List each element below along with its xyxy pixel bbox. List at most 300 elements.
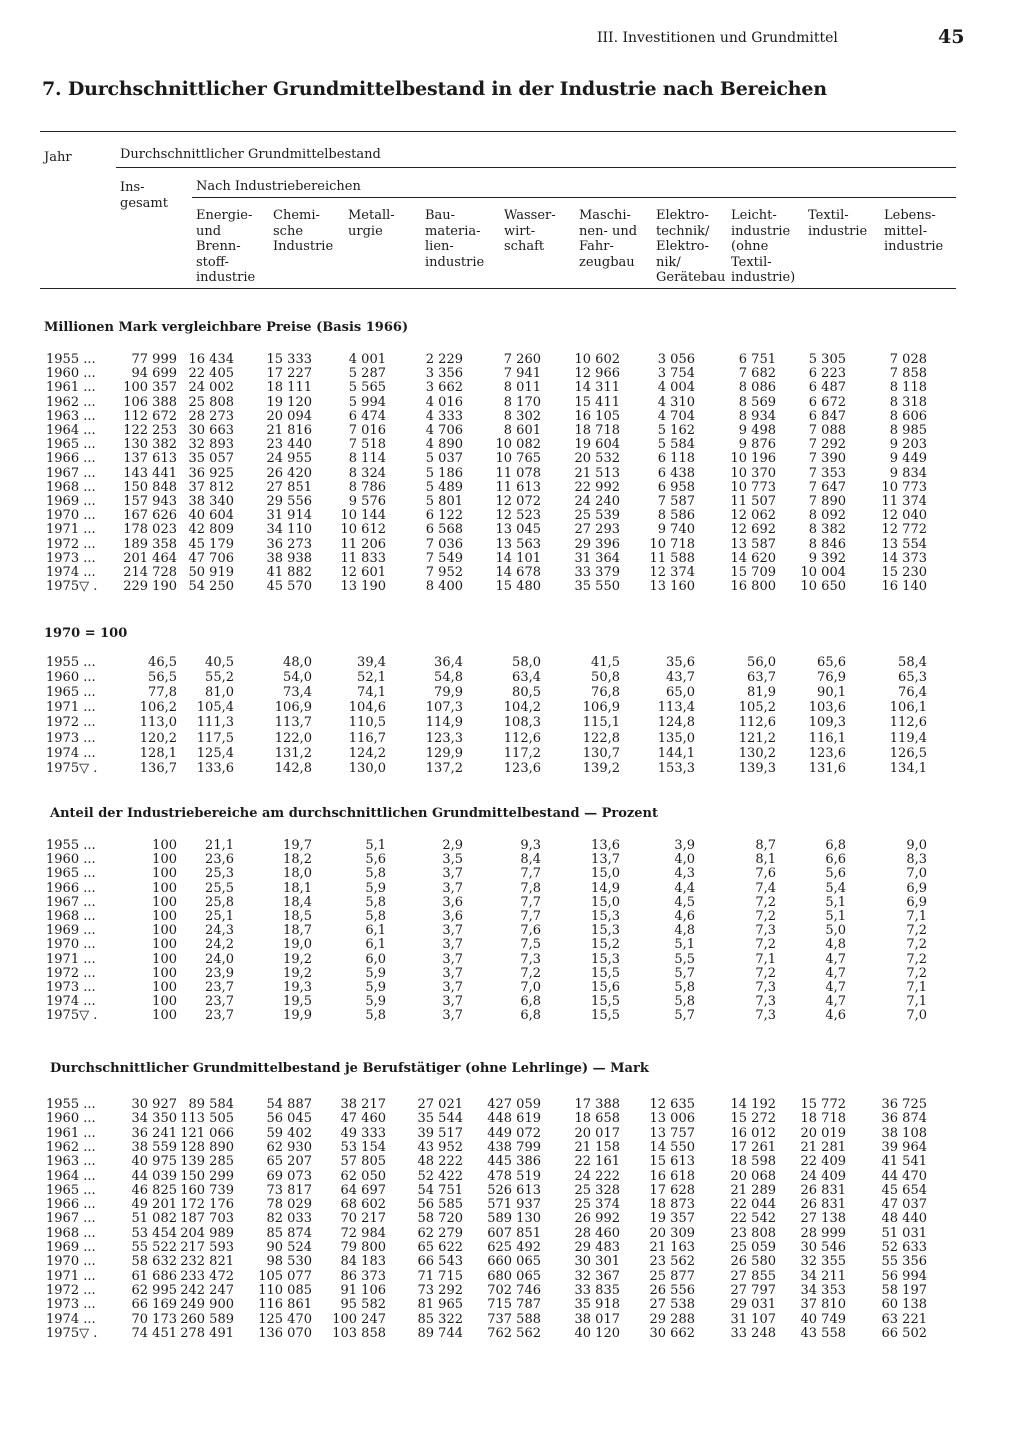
table-row (0, 839, 1024, 853)
value-cell: 43,7 (666, 670, 695, 686)
value-cell: 114,9 (425, 715, 463, 731)
value-cell: 10 004 (800, 565, 846, 580)
table-row (0, 924, 1024, 938)
value-cell: 58,0 (512, 655, 541, 670)
value-cell: 29 396 (574, 536, 620, 552)
total-column-header: Ins- gesamt (120, 180, 168, 211)
value-cell: 13,6 (591, 838, 620, 853)
total-cell: 53 454 (131, 1225, 177, 1241)
value-cell: 6,1 (365, 937, 386, 953)
value-cell: 47 460 (340, 1111, 386, 1127)
value-cell: 7 952 (425, 565, 463, 580)
total-cell: 100 (152, 909, 177, 924)
value-cell: 30 546 (800, 1240, 846, 1255)
value-cell: 13 045 (495, 522, 541, 538)
value-cell: 45 179 (188, 536, 234, 552)
value-cell: 18 658 (574, 1111, 620, 1127)
value-cell: 4 333 (425, 408, 463, 424)
total-cell: 100 (152, 951, 177, 967)
value-cell: 116,7 (348, 730, 386, 746)
value-cell: 8,1 (755, 852, 776, 868)
value-cell: 58,4 (898, 655, 927, 670)
value-cell: 14 311 (574, 380, 620, 396)
value-cell: 84 183 (340, 1254, 386, 1270)
value-cell: 10 773 (881, 479, 927, 495)
value-cell: 13 563 (495, 536, 541, 552)
value-cell: 5,9 (365, 880, 386, 896)
value-cell: 36 874 (881, 1111, 927, 1127)
value-cell: 260 589 (180, 1311, 234, 1327)
value-cell: 13 587 (730, 536, 776, 552)
value-cell: 9 203 (889, 437, 927, 453)
value-cell: 4,8 (674, 923, 695, 939)
value-cell: 82 033 (266, 1211, 312, 1227)
value-cell: 38 108 (881, 1125, 927, 1141)
value-cell: 5 994 (348, 394, 386, 410)
table-row (0, 1270, 1024, 1284)
running-header: III. Investitionen und Grundmittel (597, 30, 838, 46)
value-cell: 63,7 (747, 670, 776, 686)
value-cell: 133,6 (196, 760, 234, 776)
value-cell: 427 059 (487, 1097, 541, 1112)
table-row (0, 1112, 1024, 1126)
value-cell: 9 576 (348, 494, 386, 509)
table-row (0, 410, 1024, 424)
value-cell: 5,8 (365, 909, 386, 924)
value-cell: 33 248 (730, 1325, 776, 1341)
table-row (0, 953, 1024, 967)
total-cell: 112 672 (123, 408, 177, 424)
value-cell: 47 706 (188, 550, 234, 566)
value-cell: 76,9 (817, 670, 846, 686)
row-year: 1964 ... (46, 423, 96, 438)
value-cell: 15,5 (591, 965, 620, 981)
value-cell: 12 072 (495, 494, 541, 509)
value-cell: 160 739 (180, 1182, 234, 1198)
value-cell: 124,2 (348, 745, 386, 761)
value-cell: 6 751 (738, 352, 776, 367)
value-cell: 5 489 (425, 479, 463, 495)
value-cell: 20 532 (574, 451, 620, 467)
row-year: 1965 ... (46, 685, 96, 701)
table-row (0, 995, 1024, 1009)
value-cell: 7 587 (657, 494, 695, 509)
value-cell: 31 914 (266, 508, 312, 524)
value-cell: 23,7 (205, 1008, 234, 1024)
value-cell: 111,3 (196, 715, 234, 731)
value-cell: 3,7 (442, 923, 463, 939)
value-cell: 106,9 (582, 700, 620, 716)
value-cell: 7 353 (808, 465, 846, 481)
value-cell: 38 017 (574, 1311, 620, 1327)
value-cell: 41,5 (591, 655, 620, 670)
value-cell: 85 322 (417, 1311, 463, 1327)
value-cell: 571 937 (487, 1197, 541, 1213)
row-year: 1962 ... (46, 394, 96, 410)
value-cell: 62 050 (340, 1168, 386, 1184)
table-row (0, 981, 1024, 995)
value-cell: 22 409 (800, 1154, 846, 1170)
value-cell: 48 222 (417, 1154, 463, 1170)
value-cell: 7 088 (808, 423, 846, 438)
total-cell: 34 350 (131, 1111, 177, 1127)
value-cell: 62 930 (266, 1139, 312, 1155)
value-cell: 8,3 (906, 852, 927, 868)
value-cell: 5,6 (825, 866, 846, 882)
total-cell: 150 848 (123, 479, 177, 495)
value-cell: 36 925 (188, 465, 234, 481)
value-cell: 18 873 (649, 1197, 695, 1213)
value-cell: 7 518 (348, 437, 386, 453)
row-year: 1971 ... (46, 522, 96, 538)
value-cell: 5,9 (365, 994, 386, 1010)
row-year: 1964 ... (46, 1168, 96, 1184)
value-cell: 16 012 (730, 1125, 776, 1141)
table-row (0, 716, 1024, 730)
value-cell: 5,1 (365, 838, 386, 853)
value-cell: 22 161 (574, 1154, 620, 1170)
value-cell: 18,4 (283, 894, 312, 910)
value-cell: 15,6 (591, 980, 620, 995)
total-cell: 128,1 (139, 745, 177, 761)
value-cell: 24,0 (205, 951, 234, 967)
value-cell: 65,0 (666, 685, 695, 701)
row-year: 1969 ... (46, 494, 96, 509)
total-cell: 136,7 (139, 760, 177, 776)
stub-label: Jahr (44, 150, 72, 165)
total-cell: 100 (152, 923, 177, 939)
table-row (0, 1155, 1024, 1169)
table-row (0, 467, 1024, 481)
value-cell: 27 797 (730, 1282, 776, 1298)
row-year: 1961 ... (46, 1125, 96, 1141)
value-cell: 3,7 (442, 980, 463, 995)
value-cell: 112,6 (889, 715, 927, 731)
value-cell: 139,3 (738, 760, 776, 776)
value-cell: 48 440 (881, 1211, 927, 1227)
value-cell: 23 440 (266, 437, 312, 453)
value-cell: 25 808 (188, 394, 234, 410)
value-cell: 7,2 (755, 965, 776, 981)
value-cell: 17 261 (730, 1139, 776, 1155)
value-cell: 106,9 (274, 700, 312, 716)
value-cell: 448 619 (487, 1111, 541, 1127)
value-cell: 6 122 (425, 508, 463, 524)
row-year: 1972 ... (46, 536, 96, 552)
value-cell: 21,1 (205, 838, 234, 853)
value-cell: 3 754 (657, 366, 695, 382)
row-year: 1963 ... (46, 1154, 96, 1170)
value-cell: 10 773 (730, 479, 776, 495)
value-cell: 13 160 (649, 579, 695, 595)
total-cell: 178 023 (123, 522, 177, 538)
column-header: Leicht- industrie (ohne Textil- industrie) (731, 208, 796, 285)
value-cell: 73 817 (266, 1182, 312, 1198)
value-cell: 4,3 (674, 866, 695, 882)
value-cell: 123,6 (503, 760, 541, 776)
total-cell: 189 358 (123, 536, 177, 552)
value-cell: 19,7 (283, 838, 312, 853)
value-cell: 25,3 (205, 866, 234, 882)
value-cell: 23,7 (205, 980, 234, 995)
value-cell: 13 554 (881, 536, 927, 552)
value-cell: 27 021 (417, 1097, 463, 1112)
value-cell: 108,3 (503, 715, 541, 731)
value-cell: 7,0 (906, 1008, 927, 1024)
value-cell: 113 505 (180, 1111, 234, 1127)
total-cell: 46 825 (131, 1182, 177, 1198)
value-cell: 3,6 (442, 909, 463, 924)
value-cell: 54 751 (417, 1182, 463, 1198)
value-cell: 217 593 (180, 1240, 234, 1255)
value-cell: 9 876 (738, 437, 776, 453)
table-row (0, 438, 1024, 452)
value-cell: 18,0 (283, 866, 312, 882)
value-cell: 7 890 (808, 494, 846, 509)
value-cell: 172 176 (180, 1197, 234, 1213)
value-cell: 126,5 (889, 745, 927, 761)
value-cell: 71 715 (417, 1268, 463, 1284)
total-cell: 46,5 (148, 655, 177, 670)
value-cell: 38 340 (188, 494, 234, 509)
table-row (0, 701, 1024, 715)
value-cell: 8 114 (348, 451, 386, 467)
value-cell: 19,2 (283, 951, 312, 967)
value-cell: 11 588 (649, 550, 695, 566)
value-cell: 79 800 (340, 1240, 386, 1255)
value-cell: 43 952 (417, 1139, 463, 1155)
value-cell: 52 633 (881, 1240, 927, 1255)
value-cell: 7,1 (906, 980, 927, 995)
value-cell: 26 831 (800, 1182, 846, 1198)
value-cell: 17 227 (266, 366, 312, 382)
value-cell: 6 438 (657, 465, 695, 481)
value-cell: 113,4 (657, 700, 695, 716)
value-cell: 8 302 (503, 408, 541, 424)
total-cell: 100 (152, 880, 177, 896)
value-cell: 10 718 (649, 536, 695, 552)
value-cell: 56 994 (881, 1268, 927, 1284)
value-cell: 15,0 (591, 866, 620, 882)
value-cell: 6,6 (825, 852, 846, 868)
value-cell: 6,9 (906, 880, 927, 896)
total-cell: 100 (152, 838, 177, 853)
value-cell: 103 858 (332, 1325, 386, 1341)
table-row (0, 1141, 1024, 1155)
value-cell: 81,9 (747, 685, 776, 701)
value-cell: 31 107 (730, 1311, 776, 1327)
row-year: 1971 ... (46, 700, 96, 716)
value-cell: 48,0 (283, 655, 312, 670)
value-cell: 25 877 (649, 1268, 695, 1284)
value-cell: 17 628 (649, 1182, 695, 1198)
value-cell: 131,2 (274, 745, 312, 761)
value-cell: 39 517 (417, 1125, 463, 1141)
table-row (0, 523, 1024, 537)
value-cell: 12 772 (881, 522, 927, 538)
value-cell: 8 086 (738, 380, 776, 396)
value-cell: 45 654 (881, 1182, 927, 1198)
value-cell: 98 530 (266, 1254, 312, 1270)
value-cell: 187 703 (180, 1211, 234, 1227)
value-cell: 40,5 (205, 655, 234, 670)
value-cell: 65 207 (266, 1154, 312, 1170)
value-cell: 62 279 (417, 1225, 463, 1241)
value-cell: 7,2 (755, 894, 776, 910)
value-cell: 18 598 (730, 1154, 776, 1170)
value-cell: 10 370 (730, 465, 776, 481)
value-cell: 110 085 (258, 1282, 312, 1298)
value-cell: 15 230 (881, 565, 927, 580)
total-cell: 122 253 (123, 423, 177, 438)
value-cell: 15 272 (730, 1111, 776, 1127)
row-year: 1963 ... (46, 408, 96, 424)
value-cell: 6 847 (808, 408, 846, 424)
value-cell: 8 324 (348, 465, 386, 481)
total-cell: 100 (152, 1008, 177, 1024)
table-row (0, 686, 1024, 700)
total-cell: 201 464 (123, 550, 177, 566)
value-cell: 35 550 (574, 579, 620, 595)
value-cell: 5,8 (674, 994, 695, 1010)
row-year: 1973 ... (46, 980, 96, 995)
table-row (0, 1170, 1024, 1184)
value-cell: 9,3 (520, 838, 541, 853)
value-cell: 5,8 (365, 866, 386, 882)
table-row (0, 1184, 1024, 1198)
total-cell: 56,5 (148, 670, 177, 686)
value-cell: 4 001 (348, 352, 386, 367)
value-cell: 47 037 (881, 1197, 927, 1213)
value-cell: 56,0 (747, 655, 776, 670)
value-cell: 27 855 (730, 1268, 776, 1284)
total-cell: 94 699 (131, 366, 177, 382)
value-cell: 4 310 (657, 394, 695, 410)
value-cell: 73 292 (417, 1282, 463, 1298)
value-cell: 109,3 (808, 715, 846, 731)
value-cell: 134,1 (889, 760, 927, 776)
value-cell: 35,6 (666, 655, 695, 670)
table-row (0, 1241, 1024, 1255)
value-cell: 6,0 (365, 951, 386, 967)
column-header: Elektro- technik/ Elektro- nik/ Gerätebau (656, 208, 726, 285)
value-cell: 55 356 (881, 1254, 927, 1270)
value-cell: 44 470 (881, 1168, 927, 1184)
total-cell: 38 559 (131, 1139, 177, 1155)
value-cell: 139 285 (180, 1154, 234, 1170)
row-year: 1973 ... (46, 730, 96, 746)
value-cell: 32 893 (188, 437, 234, 453)
value-cell: 28 273 (188, 408, 234, 424)
value-cell: 23,6 (205, 852, 234, 868)
value-cell: 232 821 (180, 1254, 234, 1270)
value-cell: 9 740 (657, 522, 695, 538)
value-cell: 29 288 (649, 1311, 695, 1327)
value-cell: 23 562 (649, 1254, 695, 1270)
value-cell: 130,0 (348, 760, 386, 776)
column-header: Textil- industrie (808, 208, 868, 239)
value-cell: 23 808 (730, 1225, 776, 1241)
total-cell: 44 039 (131, 1168, 177, 1184)
table-row (0, 424, 1024, 438)
value-cell: 8,4 (520, 852, 541, 868)
value-cell: 15,2 (591, 937, 620, 953)
value-cell: 12 523 (495, 508, 541, 524)
value-cell: 17 388 (574, 1097, 620, 1112)
total-cell: 100 (152, 894, 177, 910)
value-cell: 31 364 (574, 550, 620, 566)
value-cell: 3 356 (425, 366, 463, 382)
value-cell: 66 502 (881, 1325, 927, 1341)
table-row (0, 1198, 1024, 1212)
value-cell: 39 964 (881, 1139, 927, 1155)
value-cell: 21 816 (266, 423, 312, 438)
table-row (0, 538, 1024, 552)
value-cell: 249 900 (180, 1297, 234, 1313)
total-cell: 106,2 (139, 700, 177, 716)
value-cell: 4 890 (425, 437, 463, 453)
value-cell: 116 861 (258, 1297, 312, 1313)
table-row (0, 580, 1024, 594)
value-cell: 6 958 (657, 479, 695, 495)
value-cell: 25,8 (205, 894, 234, 910)
value-cell: 12 040 (881, 508, 927, 524)
value-cell: 7,2 (906, 965, 927, 981)
row-year: 1955 ... (46, 352, 96, 367)
total-cell: 70 173 (131, 1311, 177, 1327)
table-row (0, 882, 1024, 896)
value-cell: 9 834 (889, 465, 927, 481)
value-cell: 119,4 (889, 730, 927, 746)
row-year: 1965 ... (46, 1182, 96, 1198)
value-cell: 137,2 (425, 760, 463, 776)
value-cell: 5 584 (657, 437, 695, 453)
value-cell: 36,4 (434, 655, 463, 670)
row-year: 1968 ... (46, 479, 96, 495)
value-cell: 26 992 (574, 1211, 620, 1227)
page-number: 45 (938, 26, 965, 48)
value-cell: 122,8 (582, 730, 620, 746)
value-cell: 7,1 (906, 994, 927, 1010)
value-cell: 10 082 (495, 437, 541, 453)
value-cell: 12 692 (730, 522, 776, 538)
value-cell: 89 744 (417, 1325, 463, 1341)
value-cell: 91 106 (340, 1282, 386, 1298)
value-cell: 124,8 (657, 715, 695, 731)
value-cell: 25 328 (574, 1182, 620, 1198)
total-cell: 30 927 (131, 1097, 177, 1112)
value-cell: 6 487 (808, 380, 846, 396)
value-cell: 122,0 (274, 730, 312, 746)
value-cell: 438 799 (487, 1139, 541, 1155)
value-cell: 113,7 (274, 715, 312, 731)
value-cell: 27 293 (574, 522, 620, 538)
value-cell: 123,6 (808, 745, 846, 761)
value-cell: 95 582 (340, 1297, 386, 1313)
value-cell: 7,0 (520, 980, 541, 995)
value-cell: 3,9 (674, 838, 695, 853)
total-cell: 49 201 (131, 1197, 177, 1213)
value-cell: 58 720 (417, 1211, 463, 1227)
value-cell: 139,2 (582, 760, 620, 776)
value-cell: 15,3 (591, 951, 620, 967)
value-cell: 6 118 (657, 451, 695, 467)
value-cell: 22 992 (574, 479, 620, 495)
value-cell: 23,7 (205, 994, 234, 1010)
value-cell: 81,0 (205, 685, 234, 701)
value-cell: 33 379 (574, 565, 620, 580)
value-cell: 57 805 (340, 1154, 386, 1170)
